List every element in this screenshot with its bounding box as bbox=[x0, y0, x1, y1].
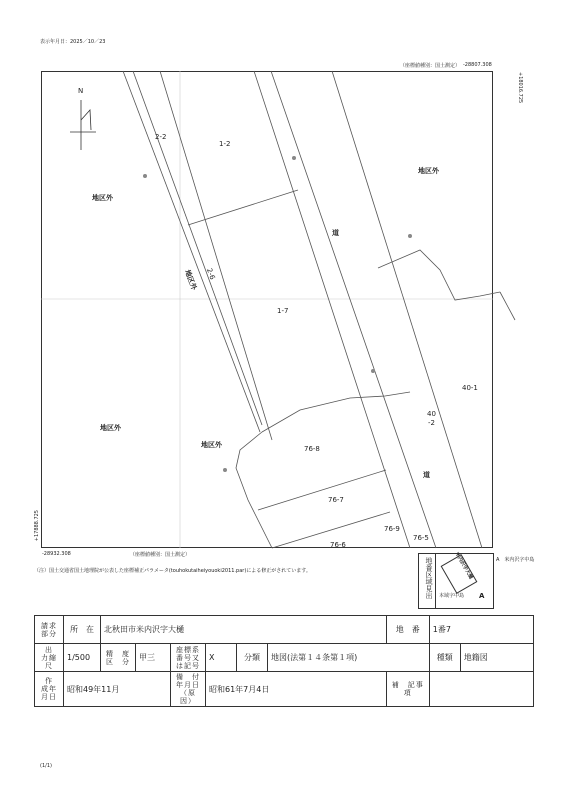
location-value: 北秋田市米内沢字大樋 bbox=[101, 616, 387, 644]
lot-76-7: 76-7 bbox=[328, 496, 344, 504]
north-arrow-icon bbox=[70, 100, 96, 150]
index-side-label: A 米内沢字中島 bbox=[496, 557, 535, 563]
index-map-title: 地番区域見出 bbox=[425, 557, 433, 599]
created-header: 作 成年月日 bbox=[35, 672, 64, 707]
lot-2-6: 2-6 bbox=[205, 267, 217, 281]
lot-2-2: 2-2 bbox=[155, 133, 167, 141]
type-value: 地籍図 bbox=[460, 644, 533, 672]
precision-value: 甲三 bbox=[136, 644, 171, 672]
scale-value: 1/500 bbox=[64, 644, 101, 672]
lot-76-9: 76-9 bbox=[384, 525, 400, 533]
outside-area-5: 地区外 bbox=[201, 441, 222, 449]
remarks-value bbox=[429, 672, 533, 707]
location-header: 所 在 bbox=[64, 616, 101, 644]
installed-value: 昭和61年7月4日 bbox=[206, 672, 387, 707]
print-date: 表示年月日：2025／10／23 bbox=[40, 39, 106, 45]
metadata-table bbox=[34, 615, 534, 707]
installed-header: 備 付年月日（原因） bbox=[171, 672, 206, 707]
created-value: 昭和49年11月 bbox=[64, 672, 171, 707]
lot-40-2a: 40 bbox=[427, 410, 436, 418]
coord-right: +18016.725 bbox=[517, 72, 523, 104]
precision-header: 精 度区 分 bbox=[101, 644, 136, 672]
outside-area-2: 地区外 bbox=[418, 167, 439, 175]
lot-76-5: 76-5 bbox=[413, 534, 429, 542]
page-number: (1/1) bbox=[40, 763, 52, 769]
outside-area-3: 地区外 bbox=[183, 268, 198, 292]
lot-76-6: 76-6 bbox=[330, 541, 346, 549]
index-map-box bbox=[418, 553, 494, 609]
road-label-2: 道 bbox=[423, 471, 430, 479]
coord-top-right: -28807.308 bbox=[463, 62, 492, 68]
correction-note: （注）国土交通省国土地理院が公表した座標補正パラメータ(touhokutaiheiyouoki2011.par)による修正がされています。 bbox=[34, 568, 311, 574]
lot-1-7: 1-7 bbox=[277, 307, 289, 315]
coord-left: +17888.725 bbox=[34, 510, 40, 542]
class-header: 分類 bbox=[237, 644, 268, 672]
coord-header: 座標系番号又は記号 bbox=[171, 644, 206, 672]
coord-note-top: （座標値種別：国土測定） bbox=[400, 63, 461, 69]
type-header: 種類 bbox=[429, 644, 460, 672]
lot-value: 1番7 bbox=[429, 616, 533, 644]
coord-note-bottom: （座標値種別：国土測定） bbox=[130, 552, 191, 558]
scale-header: 出 力縮 尺 bbox=[35, 644, 64, 672]
index-map-place: 米内沢字大樋 bbox=[453, 551, 474, 581]
index-map-marker: A bbox=[479, 592, 485, 600]
outside-area-4: 地区外 bbox=[100, 424, 121, 432]
outside-area-1: 地区外 bbox=[92, 194, 113, 202]
road-label: 道 bbox=[332, 229, 339, 237]
coord-value: X bbox=[206, 644, 237, 672]
lot-40-1: 40-1 bbox=[462, 384, 478, 392]
coord-bottom-left: -28932.308 bbox=[42, 551, 71, 557]
request-header: 請求部分 bbox=[35, 616, 64, 644]
lot-40-2b: -2 bbox=[428, 419, 435, 427]
lot-header: 地 番 bbox=[386, 616, 429, 644]
class-value: 地図(法第１４条第１項) bbox=[268, 644, 430, 672]
remarks-header: 補 記事 項 bbox=[386, 672, 429, 707]
index-map-small: 本域字中島 bbox=[439, 593, 465, 599]
north-label: N bbox=[78, 87, 84, 95]
lot-1-2: 1-2 bbox=[219, 140, 231, 148]
lot-76-8: 76-8 bbox=[304, 445, 320, 453]
